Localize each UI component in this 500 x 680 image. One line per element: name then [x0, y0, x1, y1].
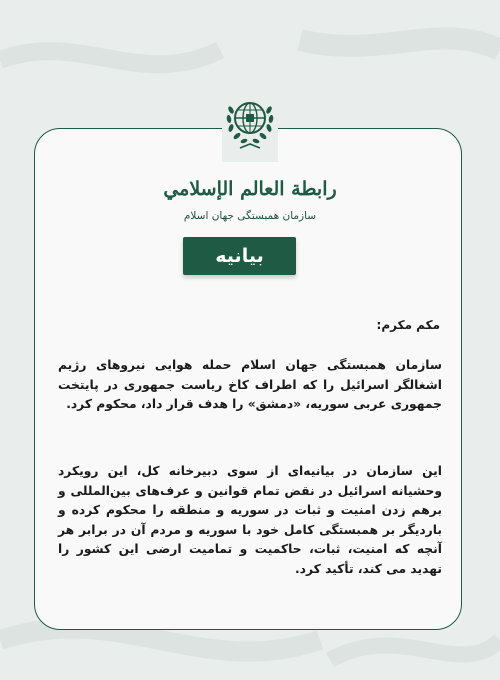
salutation: مکم مکرم: [376, 318, 440, 332]
organization-name-arabic: رابطة العالم الإسلامي [163, 178, 337, 200]
organization-seal [222, 88, 278, 162]
statement-paragraph-2: این سازمان در بیانیه‌ای از سوی دبیرخانه کل، این رویکرد وحشیانه اسرائیل در نقض تمام قوانین و عرف‌های بین‌المللی و برهم زدن امنیت و ثبات در سوریه و منطقه را محکوم کرده و باردیگر بر همبستگی کامل خود با سوریه و مردم آن در برابر هر آنچه که امنیت، ثبات، حاکمیت و تمامیت ارضی این کشور را تهدید می کند، تأکید کرد. [58, 464, 442, 576]
statement-title: بیانیه [215, 245, 264, 267]
statement-title-banner [183, 237, 296, 275]
statement-paragraph-1: سازمان همبستگی جهان اسلام حمله هوایی نیروهای رژیم اشغالگر اسرائیل را که اطراف کاخ ریاست جمهوری در پایتخت جمهوری عربی سوریه، «دمشق» را هدف قرار داد، محکوم کرد. [58, 358, 442, 411]
organization-name-persian: سازمان همبستگی جهان اسلام [183, 210, 317, 222]
globe-wreath-icon [222, 88, 278, 162]
